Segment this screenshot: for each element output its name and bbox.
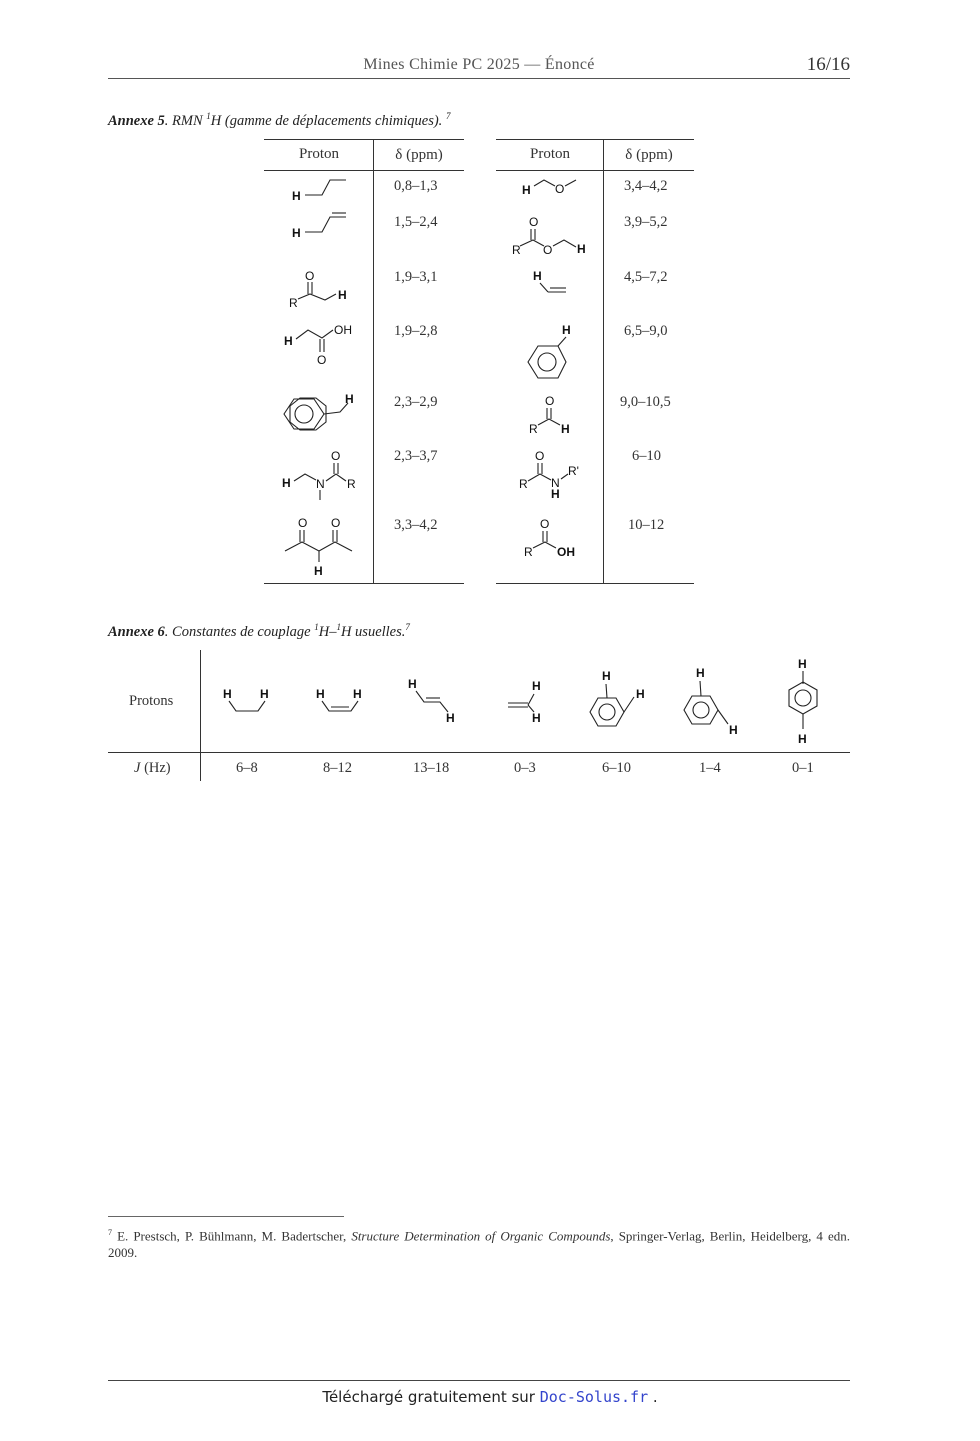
bottom-rule xyxy=(108,1380,850,1381)
o-label: O xyxy=(317,353,327,367)
h-label: H xyxy=(282,476,291,490)
j-value: 0–1 xyxy=(792,760,814,776)
col-proton-left: Proton xyxy=(298,146,339,162)
h-label: H xyxy=(284,334,293,348)
col-delta-right: δ (ppm) xyxy=(625,147,673,163)
o-label: O xyxy=(331,516,341,530)
o-label: O xyxy=(331,449,341,463)
delta-value: 6–10 xyxy=(632,448,661,464)
j-value: 13–18 xyxy=(413,760,450,776)
h-label: H xyxy=(260,687,269,701)
j-unit: (Hz) xyxy=(140,760,171,776)
r-label: R xyxy=(519,477,528,491)
h-label: H xyxy=(408,677,417,691)
coupling-meta xyxy=(684,666,738,737)
j-value: 0–3 xyxy=(514,760,536,776)
download-text: Téléchargé gratuitement sur xyxy=(322,1388,540,1406)
h-label: H xyxy=(353,687,362,701)
row-protons-label: Protons xyxy=(129,693,174,709)
annexe6-text-b: H– xyxy=(318,623,337,640)
annexe6-label: Annexe 6 xyxy=(108,623,165,640)
structure-alkyl xyxy=(292,180,346,203)
h-label: H xyxy=(798,732,807,746)
annexe5-sup: 1 xyxy=(206,111,211,121)
col-delta-left: δ (ppm) xyxy=(395,147,443,163)
structure-acid xyxy=(524,517,575,559)
structure-diketone xyxy=(285,516,352,578)
coupling-ortho xyxy=(590,669,645,726)
r-label: R xyxy=(529,422,538,436)
o-label: O xyxy=(543,243,553,257)
delta-value: 6,5–9,0 xyxy=(624,323,668,339)
download-end: . xyxy=(648,1388,658,1406)
delta-value: 3,4–4,2 xyxy=(624,178,668,194)
h-label: H xyxy=(602,669,611,683)
j-symbol: J xyxy=(134,760,141,776)
delta-value: 4,5–7,2 xyxy=(624,269,668,285)
o-label: O xyxy=(540,517,550,531)
delta-value: 0,8–1,3 xyxy=(394,178,438,194)
h-label: H xyxy=(532,711,541,725)
annexe5-label: Annexe 5 xyxy=(108,112,165,129)
j-value: 8–12 xyxy=(323,760,352,776)
h-label: H xyxy=(345,392,354,406)
structure-benzylic xyxy=(284,392,354,430)
annexe6-text-a: . Constantes de couplage xyxy=(164,623,315,640)
n-label: N xyxy=(316,477,325,491)
structure-alpha-acid xyxy=(284,323,352,367)
r-label: R xyxy=(524,545,533,559)
h-label: H xyxy=(292,226,301,240)
j-value: 1–4 xyxy=(699,760,721,776)
footnote-authors: E. Prestsch, P. Bühlmann, M. Badertscher, xyxy=(112,1228,352,1244)
h-label: H xyxy=(532,679,541,693)
j-value: 6–10 xyxy=(602,760,631,776)
h-label: H xyxy=(533,269,542,283)
h-label: H xyxy=(798,657,807,671)
h-label: H xyxy=(522,183,531,197)
footnote-rule xyxy=(108,1216,344,1217)
r-prime-label: R' xyxy=(568,464,579,478)
annexe5-note-ref[interactable]: 7 xyxy=(445,111,451,121)
annexe6-caption xyxy=(108,622,410,641)
h-label: H xyxy=(636,687,645,701)
r-label: R xyxy=(289,296,298,310)
coupling-geminal xyxy=(508,679,541,725)
delta-value: 9,0–10,5 xyxy=(620,394,671,410)
h-label: H xyxy=(292,189,301,203)
delta-value: 1,5–2,4 xyxy=(394,214,438,230)
footnote-title: Structure Determination of Organic Compounds xyxy=(351,1228,611,1244)
o-label: O xyxy=(555,182,565,196)
structure-ester xyxy=(512,215,586,257)
download-notice xyxy=(0,1388,980,1406)
coupling-vicinal xyxy=(223,687,269,711)
structure-alpha-carbonyl xyxy=(289,269,347,310)
delta-value: 3,9–5,2 xyxy=(624,214,668,230)
structure-amide-nh xyxy=(519,449,579,501)
h-label: H xyxy=(562,323,571,337)
annexe5-text-b: H (gamme de déplacements chimiques). xyxy=(210,112,446,129)
page-number: 16/16 xyxy=(806,54,850,75)
h-label: H xyxy=(577,242,586,256)
col-proton-right: Proton xyxy=(529,146,570,162)
delta-value: 1,9–3,1 xyxy=(394,269,438,285)
n-label: N xyxy=(551,476,560,490)
delta-value: 2,3–2,9 xyxy=(394,394,438,410)
annexe5-text-a: . RMN xyxy=(164,112,207,129)
o-label: O xyxy=(298,516,308,530)
h-label: H xyxy=(551,487,560,501)
footnote xyxy=(108,1224,850,1261)
structure-amide-n xyxy=(282,449,356,500)
oh-label: OH xyxy=(557,545,575,559)
delta-value: 1,9–2,8 xyxy=(394,323,438,339)
r-label: R xyxy=(512,243,521,257)
o-label: O xyxy=(535,449,545,463)
delta-value: 10–12 xyxy=(628,517,665,533)
delta-value: 3,3–4,2 xyxy=(394,517,438,533)
coupling-cis xyxy=(316,687,362,711)
r-label: R xyxy=(347,477,356,491)
o-label: O xyxy=(529,215,539,229)
h-label: H xyxy=(696,666,705,680)
h-label: H xyxy=(561,422,570,436)
delta-value: 2,3–3,7 xyxy=(394,448,438,464)
structure-aldehyde xyxy=(529,394,570,436)
structure-aromatic xyxy=(528,323,571,378)
running-header: Mines Chimie PC 2025 — Énoncé xyxy=(363,56,595,73)
coupling-para xyxy=(789,657,817,746)
annexe6-sup2: 1 xyxy=(336,622,341,632)
oh-label: OH xyxy=(334,323,352,337)
o-label: O xyxy=(545,394,555,408)
h-label: H xyxy=(314,564,323,578)
annexe6-note-ref[interactable]: 7 xyxy=(405,622,410,632)
structure-vinyl xyxy=(533,269,566,292)
h-label: H xyxy=(316,687,325,701)
footnote-publisher: , Springer-Verlag, Berlin, Heidelberg, 4 edn. 2009. xyxy=(108,1228,850,1261)
h-label: H xyxy=(338,288,347,302)
j-value: 6–8 xyxy=(236,760,258,776)
row-j-label xyxy=(134,760,171,777)
annexe6-sup1: 1 xyxy=(314,622,319,632)
structure-allyl xyxy=(292,213,346,240)
coupling-trans xyxy=(408,677,455,725)
h-label: H xyxy=(729,723,738,737)
h-label: H xyxy=(223,687,232,701)
o-label: O xyxy=(305,269,315,283)
annexe6-text-c: H usuelles. xyxy=(340,623,406,640)
doc-solus-link[interactable]: Doc-Solus.fr xyxy=(539,1388,649,1406)
footnote-number: 7 xyxy=(108,1228,112,1237)
h-label: H xyxy=(446,711,455,725)
structure-ether xyxy=(522,180,576,197)
